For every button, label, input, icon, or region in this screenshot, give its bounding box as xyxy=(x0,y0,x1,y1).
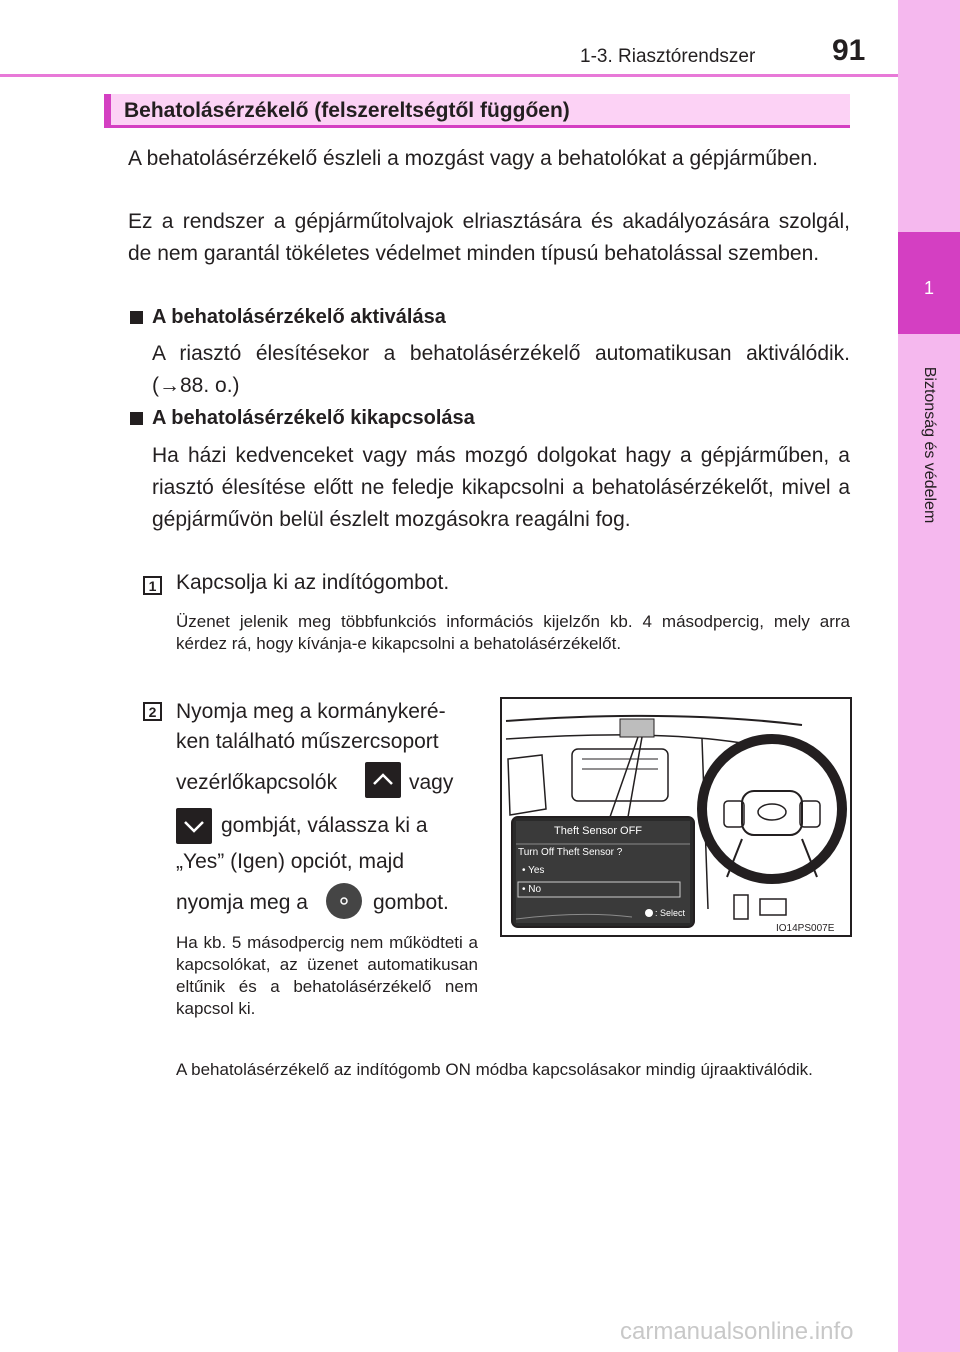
step-1-note: Üzenet jelenik meg többfunkciós információs kijelzőn kb. 4 másodpercig, mely arra kérdez rá, hogy kívánja-e kikapcsolni a behatolásérzékelőt. xyxy=(176,612,850,653)
chapter-tab-number: 1 xyxy=(923,278,934,298)
page-number: 91 xyxy=(832,34,866,67)
step-2-line: Nyomja meg a kormánykeré- xyxy=(176,700,446,723)
screen-option-no: • No xyxy=(522,884,542,895)
step-2-line: ken található műszercsoport xyxy=(176,730,439,753)
chapter-sidebar-title: Biztonság és védelem xyxy=(921,366,938,524)
step-2-line: „Yes” (Igen) opciót, majd xyxy=(176,850,404,873)
screen-option-yes: • Yes xyxy=(522,865,545,876)
activation-text: A riasztó élesítésekor a behatolásérzékelő automatikusan aktiválódik. (→88. o.) xyxy=(152,342,850,397)
dashboard-illustration xyxy=(500,697,852,937)
screen-title: Theft Sensor OFF xyxy=(554,825,643,837)
step-2-line: nyomja meg a xyxy=(176,891,308,914)
final-note: A behatolásérzékelő az indítógomb ON módba kapcsolásakor mindig újraaktiválódik. xyxy=(176,1060,813,1079)
step-2-line: gombját, válassza ki a xyxy=(221,814,428,837)
watermark: carmanualsonline.info xyxy=(620,1318,854,1345)
intro-paragraph-1: A behatolásérzékelő észleli a mozgást vagy a behatolókat a gépjárműben. xyxy=(128,147,818,170)
step-2-line: gombot. xyxy=(373,891,449,914)
activation-heading: A behatolásérzékelő aktiválása xyxy=(152,306,446,328)
intro-paragraph-2: Ez a rendszer a gépjárműtolvajok elriasztására és akadályozására szolgál, de nem garantál tökéletes védelmet minden típusú behatolással szemben. xyxy=(128,210,850,265)
section-heading: Behatolásérzékelő (felszereltségtől függően) xyxy=(124,99,570,122)
figure-code: IO14PS007E xyxy=(776,923,835,934)
step-number-badge: 2 xyxy=(143,702,162,721)
step-1-text: Kapcsolja ki az indítógombot. xyxy=(176,571,450,594)
chevron-down-icon xyxy=(176,808,212,844)
deactivation-text: Ha házi kedvenceket vagy más mozgó dolgokat hagy a gépjárműben, a riasztó élesítése előtt ne feledje kikapcsolni a behatolásérzékelőt, mivel a gépjárművön belül észlelt mozgásokra reagálni fog. xyxy=(152,444,850,531)
screen-select-hint: : Select xyxy=(655,908,686,918)
deactivation-heading: A behatolásérzékelő kikapcsolása xyxy=(152,407,475,429)
chapter-title: 1-3. Riasztórendszer xyxy=(580,46,756,67)
screen-question: Turn Off Theft Sensor ? xyxy=(518,847,623,858)
chevron-up-icon xyxy=(365,762,401,798)
step-number-badge: 1 xyxy=(143,576,162,595)
chapter-sidebar xyxy=(898,0,960,1352)
bullet-square-icon xyxy=(130,311,143,324)
step-2-line: vagy xyxy=(409,771,454,794)
step-2-line: vezérlőkapcsolók xyxy=(176,771,338,794)
ok-button-icon xyxy=(326,883,362,919)
step-2-note: Ha kb. 5 másodpercig nem működteti a kapcsolókat, az üzenet automatikusan eltűnik és a behatolásérzékelő nem kapcsol ki. xyxy=(176,933,478,1018)
bullet-square-icon xyxy=(130,412,143,425)
header-rule xyxy=(0,74,898,77)
